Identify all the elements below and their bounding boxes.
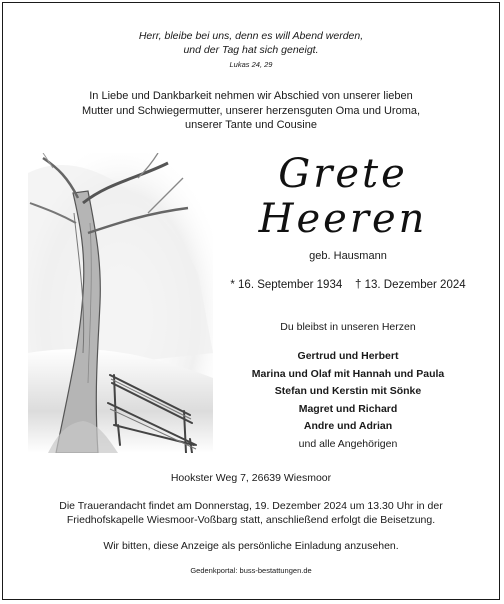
mourners-list [203, 348, 493, 453]
intro-line: In Liebe und Dankbarkeit nehmen wir Abschied von unserer lieben [89, 90, 413, 102]
death-date: † 13. Dezember 2024 [355, 279, 466, 291]
verse-reference: Lukas 24, 29 [229, 60, 273, 69]
address: Hookster Weg 7, 26639 Wiesmoor [170, 472, 332, 484]
memorial-portal: Gedenkportal: buss-bestattungen.de [190, 566, 312, 575]
intro-text [3, 89, 499, 133]
verse-line: Herr, bleibe bei uns, denn es will Abend werden, [138, 30, 364, 42]
verse-line: und der Tag hat sich geneigt. [183, 44, 319, 56]
mourner: Magret und Richard [298, 402, 398, 415]
mourners-closing: und alle Angehörigen [298, 437, 398, 450]
mourner: Andre und Adrian [303, 420, 393, 432]
service-line: Die Trauerandacht findet am Donnerstag, 19. Dezember 2024 um 13.30 Uhr in der [59, 500, 443, 512]
remembrance-line: Du bleibst in unseren Herzen [280, 321, 416, 333]
deceased-last-name: Heeren [258, 196, 428, 242]
tree-bench-illustration [28, 153, 213, 453]
intro-line: unserer Tante und Cousine [185, 119, 317, 131]
bible-verse [3, 29, 499, 57]
mourner: Gertrud und Herbert [297, 350, 399, 362]
mourner: Marina und Olaf mit Hannah und Paula [251, 367, 445, 380]
invitation-note: Wir bitten, diese Anzeige als persönliche Einladung anzusehen. [103, 540, 399, 552]
mourner: Stefan und Kerstin mit Sönke [274, 385, 422, 397]
life-dates [203, 279, 493, 291]
service-line: Friedhofskapelle Wiesmoor-Voßbarg statt, anschließend erfolgt die Beisetzung. [66, 514, 436, 526]
deceased-first-name: Grete [278, 151, 408, 197]
birth-date: * 16. September 1934 [230, 279, 343, 291]
birth-name: geb. Hausmann [309, 250, 387, 262]
intro-line: Mutter und Schwiegermutter, unserer herzensguten Oma und Uroma, [81, 104, 421, 117]
obituary-notice [2, 2, 500, 600]
service-details [3, 499, 499, 527]
